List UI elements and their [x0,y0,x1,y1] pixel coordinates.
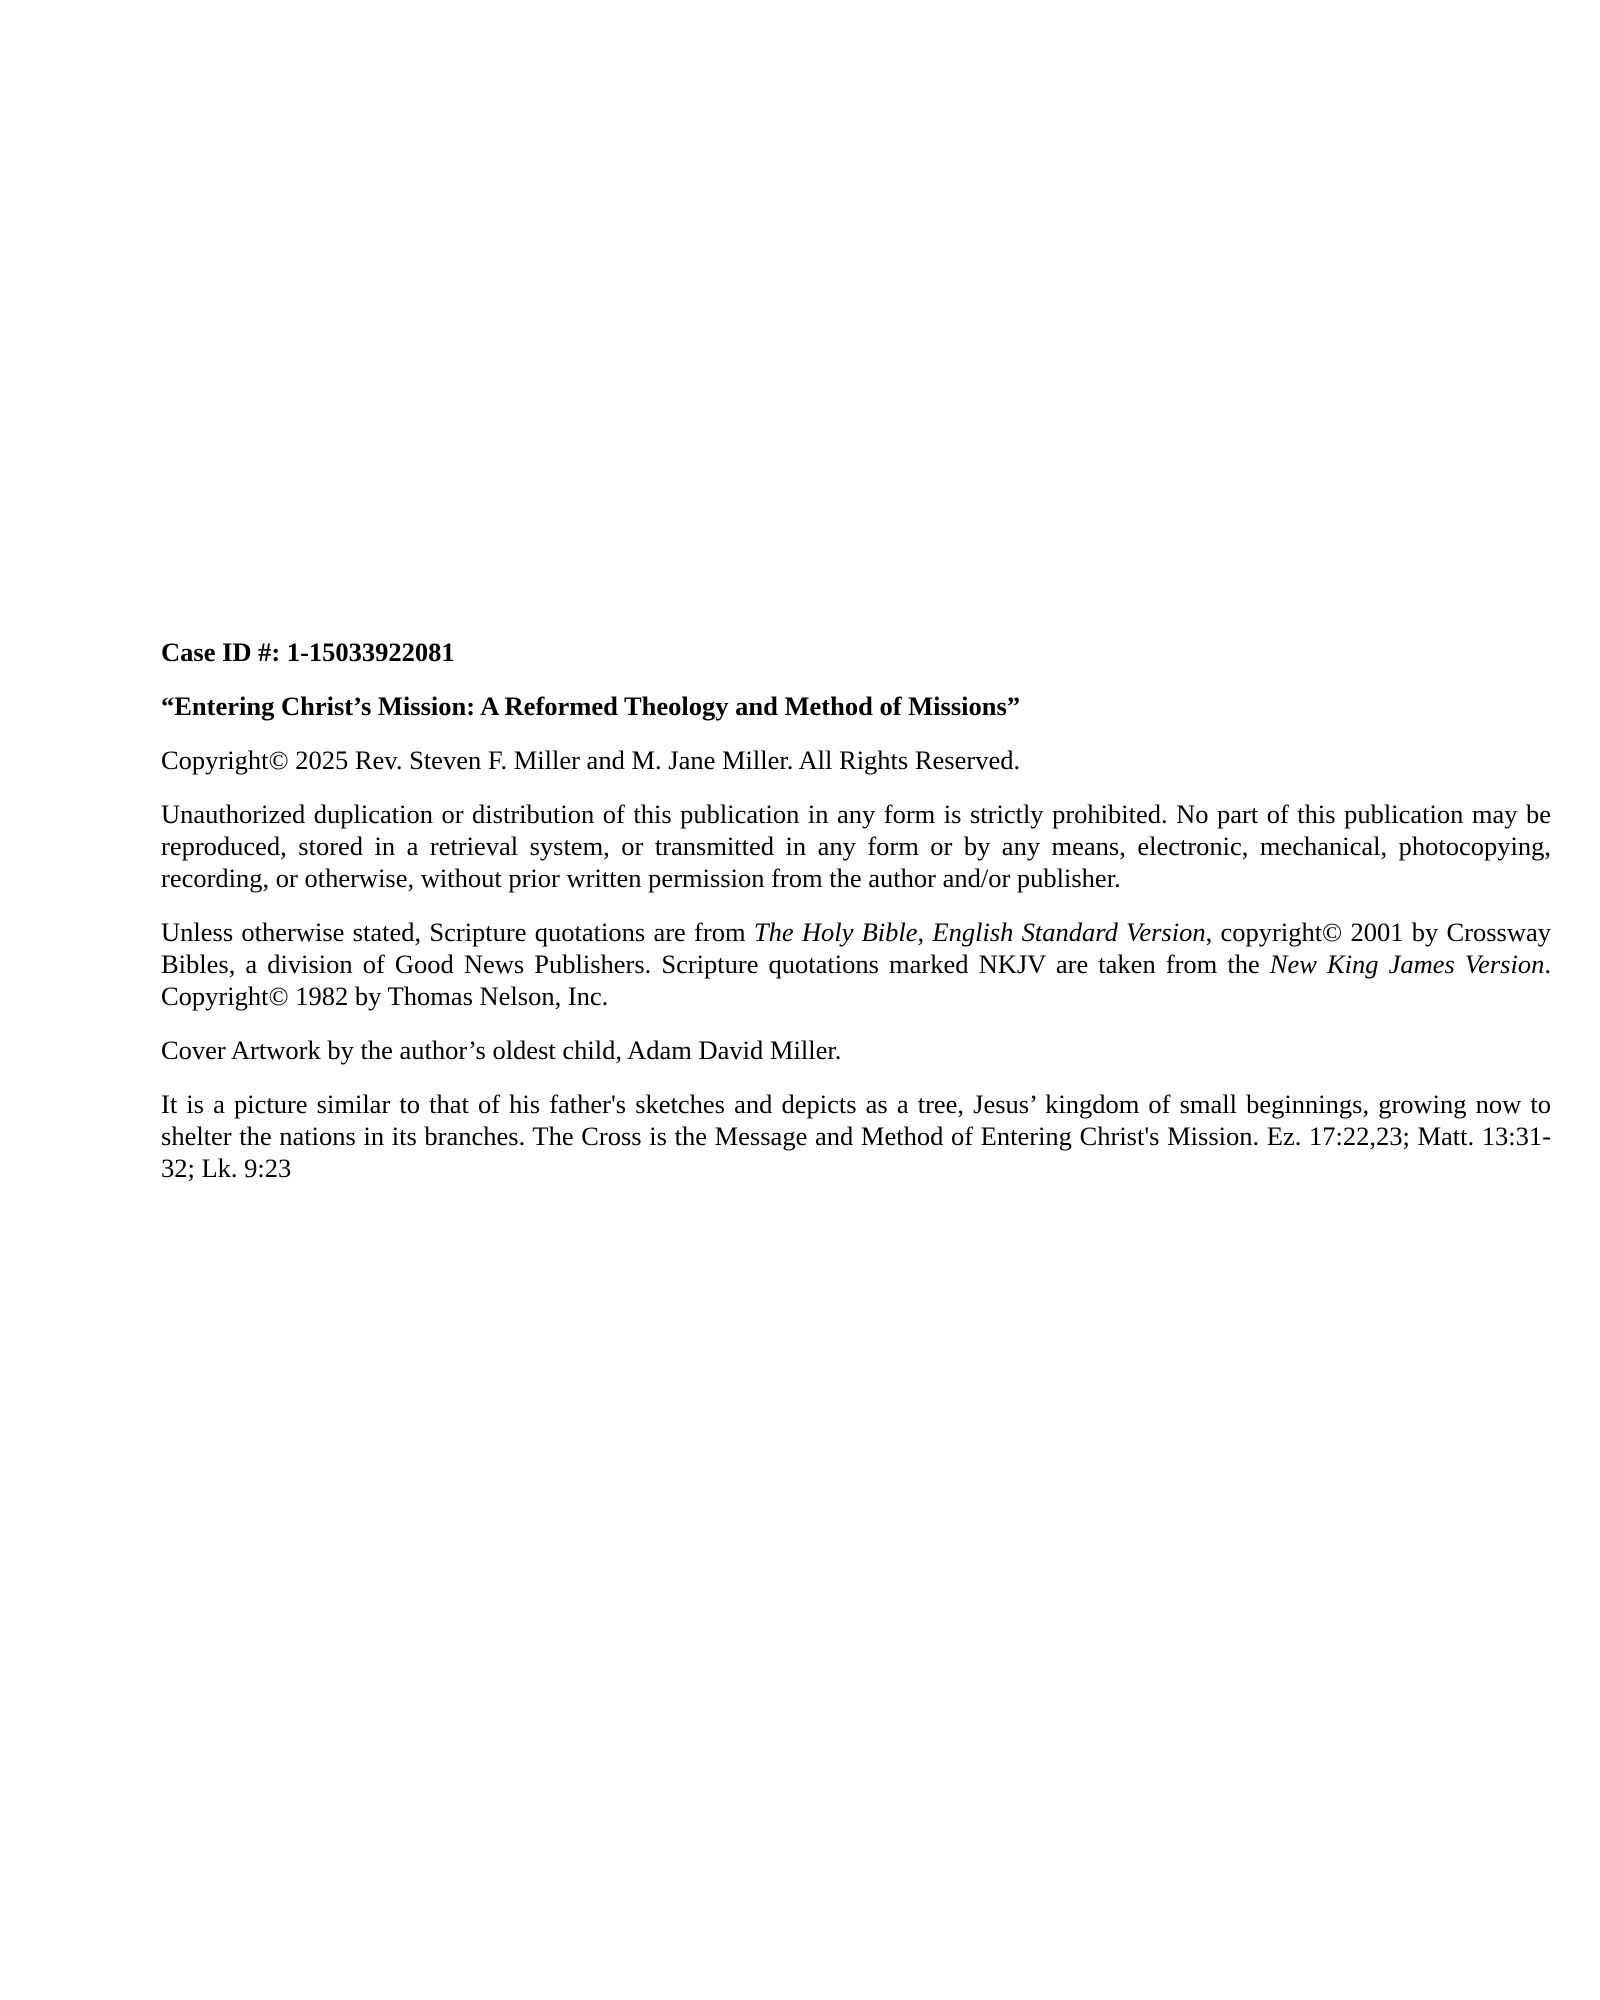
book-title: “Entering Christ’s Mission: A Reformed Theology and Method of Missions” [161,691,1021,721]
scripture-notice [161,916,1551,1012]
copyright-page [161,636,1551,1206]
unauthorized-notice: Unauthorized duplication or distribution of this publication in any form is strictly prohibited. No part of this publication may be reproduced, stored in a retrieval system, or transmitted in any form or by any means, electronic, mechanical, photocopying, recording, or otherwise, without prior written permission from the author and/or publisher. [161,799,1551,893]
esv-title: The Holy Bible, English Standard Version [753,917,1206,947]
case-id: Case ID #: 1-15033922081 [161,637,455,667]
scripture-text-1: Unless otherwise stated, Scripture quotations are from [161,917,754,947]
copyright-notice: Copyright© 2025 Rev. Steven F. Miller and M. Jane Miller. All Rights Reserved. [161,745,1021,775]
cover-description: It is a picture similar to that of his father's sketches and depicts as a tree, Jesus’ kingdom of small beginnings, growing now to shelter the nations in its branches. The Cross is the Message and Method of Entering Christ's Mission. Ez. 17:22,23; Matt. 13:31-32; Lk. 9:23 [161,1089,1551,1183]
cover-artwork-credit: Cover Artwork by the author’s oldest child, Adam David Miller. [161,1035,842,1065]
scripture-text-3: . Copyright© 1982 by Thomas Nelson, Inc. [161,949,1551,1011]
scripture-text-2: , copyright© 2001 by Crossway Bibles, a division of Good News Publishers. Scripture quotations marked NKJV are taken from the [161,917,1551,979]
nkjv-title: New King James Version [1269,949,1545,979]
